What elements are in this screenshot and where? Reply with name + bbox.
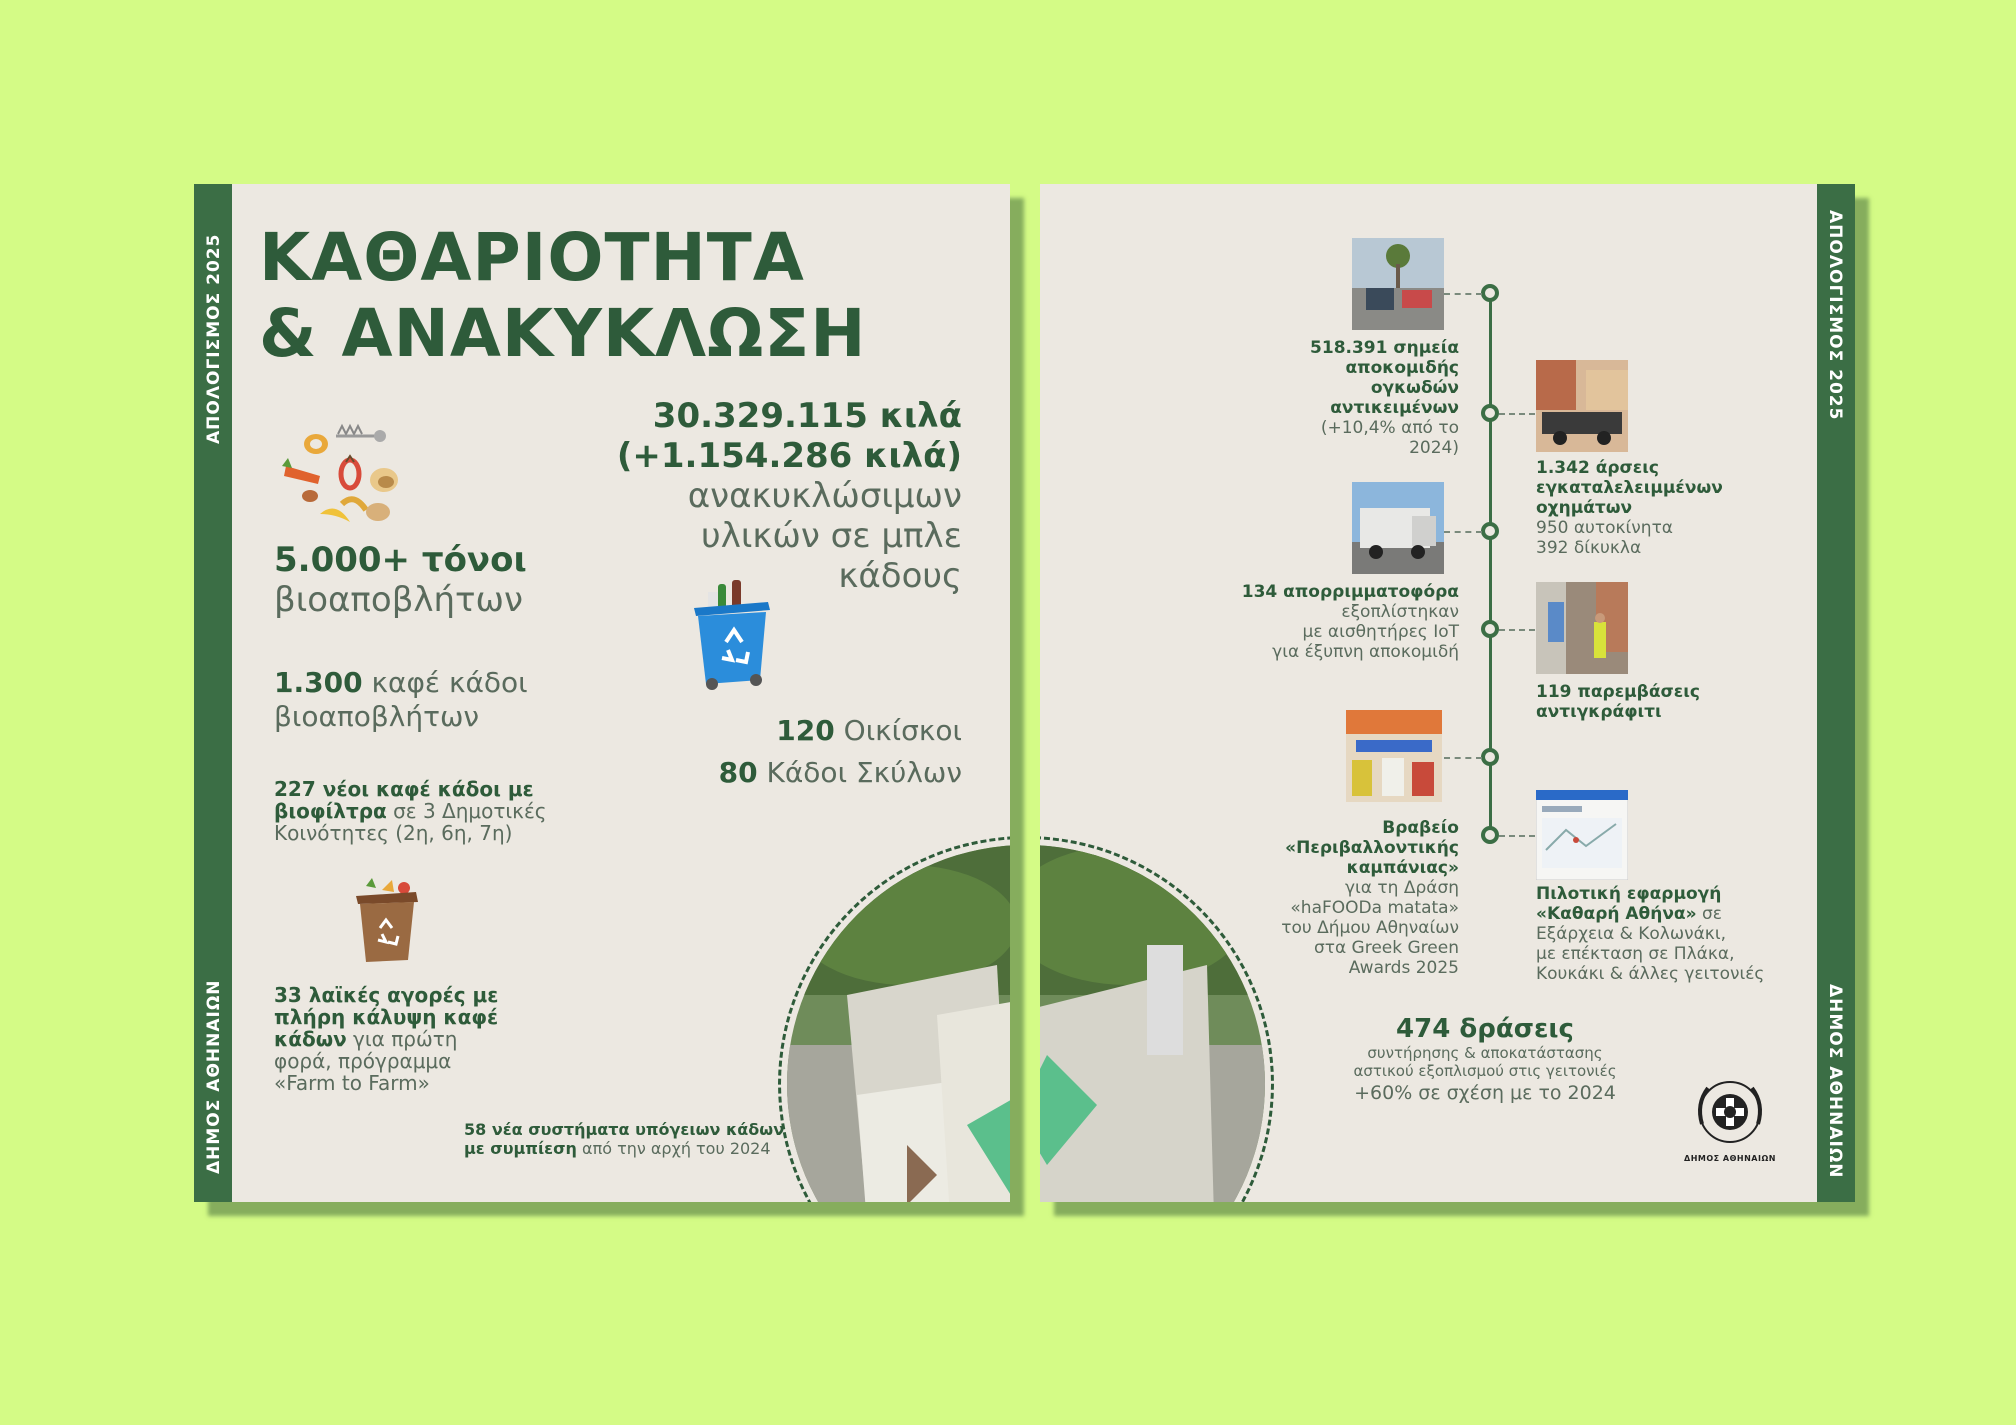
underground-bins-photo (778, 836, 1010, 1202)
abandoned-vehicles-stat: 1.342 άρσεις εγκαταλελειμμένων οχημάτων 950 αυτοκίνητα 392 δίκυκλα (1536, 458, 1723, 558)
page-title: ΚΑΘΑΡΙΟΤΗΤΑ & ΑΝΑΚΥΚΛΩΣΗ (259, 219, 867, 372)
new-brown-bins-stat: 227 νέοι καφέ κάδοι με βιοφίλτρα σε 3 Δημοτικές Κοινότητες (2η, 6η, 7η) (274, 777, 547, 845)
underground-bins-stat: 58 νέα συστήματα υπόγειων κάδων με συμπίεση από την αρχή του 2024 (464, 1120, 785, 1158)
timeline-dot (1481, 404, 1499, 422)
brown-compost-bin-icon (352, 876, 422, 966)
timeline-dot (1481, 522, 1499, 540)
blue-recycling-bin-icon (688, 580, 778, 692)
left-side-bar (194, 184, 232, 1202)
abandoned-vehicles-photo (1536, 360, 1628, 452)
side-label-year: ΑΠΟΛΟΓΙΣΜΟΣ 2025 (204, 233, 224, 444)
houses-dogbins-stat: 120 Οικίσκοι 80 Κάδοι Σκύλων (718, 714, 962, 789)
underground-bins-photo-continued (1040, 836, 1274, 1202)
timeline-dot (1481, 826, 1499, 844)
side-label-year: ΑΠΟΛΟΓΙΣΜΟΣ 2025 (1825, 210, 1845, 421)
timeline-dot (1481, 284, 1499, 302)
athens-seal-icon (1688, 1074, 1772, 1150)
maintenance-actions-stat: 474 δράσεις συντήρησης & αποκατάστασης αστικού εξοπλισμού στις γειτονιές +60% σε σχέση με το 2024 (1353, 1014, 1617, 1104)
biowaste-stat: 5.000+ τόνοι βιοαποβλήτων (274, 540, 527, 620)
garbage-trucks-stat: 134 απορριμματοφόρα εξοπλίστηκαν με αισθητήρες IoT για έξυπνη αποκομιδή (1241, 582, 1459, 662)
brown-bins-stat: 1.300 καφέ κάδοι βιοαποβλήτων (274, 666, 528, 733)
side-label-municipality: ΔΗΜΟΣ ΑΘΗΝΑΙΩΝ (204, 979, 224, 1174)
municipality-logo: ΔΗΜΟΣ ΑΘΗΝΑΙΩΝ (1684, 1074, 1776, 1163)
side-label-municipality: ΔΗΜΟΣ ΑΘΗΝΑΙΩΝ (1825, 984, 1845, 1179)
food-waste-icon (280, 422, 420, 538)
award-photo (1346, 710, 1442, 802)
clean-athens-app-stat: Πιλοτική εφαρμογή «Καθαρή Αθήνα» σε Εξάρχεια & Κολωνάκι, με επέκταση σε Πλάκα, Κουκάκι & άλλες γειτονιές (1536, 884, 1765, 984)
timeline-dot (1481, 620, 1499, 638)
right-page (1040, 184, 1855, 1202)
bulky-items-photo (1352, 238, 1444, 330)
left-page (194, 184, 1010, 1202)
recycling-stat: 30.329.115 κιλά (+1.154.286 κιλά) ανακυκλώσιμων υλικών σε μπλε κάδους (616, 396, 962, 596)
clean-athens-app-photo (1536, 790, 1628, 880)
anti-graffiti-stat: 119 παρεμβάσεις αντιγκράφιτι (1536, 682, 1700, 722)
garbage-truck-photo (1352, 482, 1444, 574)
bulky-items-stat: 518.391 σημεία αποκομιδής ογκωδών αντικειμένων (+10,4% από το 2024) (1310, 338, 1459, 458)
right-side-bar (1817, 184, 1855, 1202)
anti-graffiti-photo (1536, 582, 1628, 674)
award-stat: Βραβείο «Περιβαλλοντικής καμπάνιας» για τη Δράση «haFOODa matata» του Δήμου Αθηναίων στα Greek Green Awards 2025 (1281, 818, 1459, 978)
timeline-dot (1481, 748, 1499, 766)
markets-stat: 33 λαϊκές αγορές με πλήρη κάλυψη καφέ κάδων για πρώτη φορά, πρόγραμμα «Farm to Farm» (274, 983, 499, 1095)
